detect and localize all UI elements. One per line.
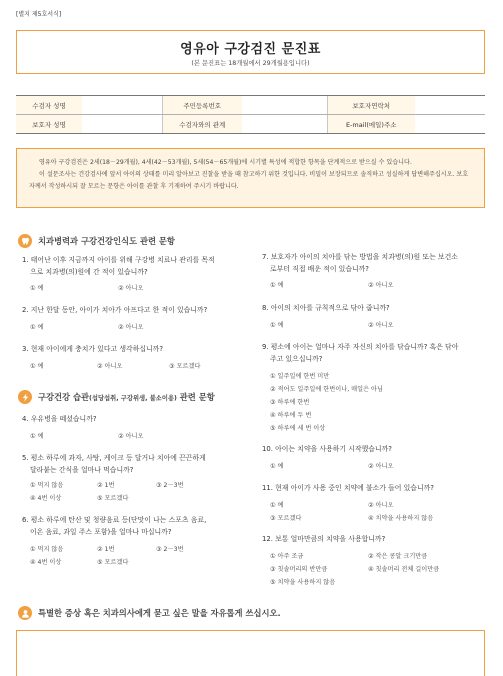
relation-field[interactable] [242, 115, 327, 134]
q4-option-2[interactable]: ② 아니오 [118, 433, 144, 440]
question-5 [22, 452, 262, 476]
question-9 [262, 341, 498, 365]
section-3-heading [18, 606, 281, 620]
section-1-heading [18, 234, 175, 248]
question-4-line-1: 4. 우유병을 떼셨습니까? [22, 415, 97, 423]
q3-option-2[interactable]: ② 아니오 [97, 363, 123, 370]
q10-option-2[interactable]: ② 아니오 [368, 463, 394, 470]
section-2-title: 구강건강 습관 [38, 392, 89, 402]
q6-option-2[interactable]: ② 1번 [97, 546, 115, 553]
q6-option-3[interactable]: ③ 2－3번 [156, 546, 184, 553]
question-3 [22, 343, 262, 355]
question-6-line-2: 이온 음료, 과일 주스 포함)을 얼마나 마십니까? [30, 528, 172, 536]
relation-label: 수검자와의 관계 [162, 115, 242, 134]
q6-option-4[interactable]: ④ 4번 이상 [30, 559, 62, 566]
q7-option-1[interactable]: ① 예 [270, 282, 284, 289]
question-1 [22, 254, 262, 278]
question-11-line-1: 11. 현재 아이가 사용 중인 치약에 불소가 들어 있습니까? [262, 484, 434, 492]
guardian-contact-label: 보호자연락처 [327, 96, 415, 115]
guardian-name-field[interactable] [82, 115, 162, 134]
q10-option-1[interactable]: ① 예 [270, 463, 284, 470]
examinee-name-label: 수검자 성명 [16, 96, 82, 115]
question-7-line-1: 7. 보호자가 아이의 치아를 닦는 방법을 치과병(의)원 또는 보건소 [262, 253, 458, 261]
guardian-name-label: 보호자 성명 [16, 115, 82, 134]
page-subtitle: (본 문진표는 18개월에서 29개월용입니다) [191, 60, 310, 67]
q8-option-2[interactable]: ② 아니오 [368, 322, 394, 329]
email-label: E-mail(메일)주소 [327, 115, 415, 134]
q1-option-1[interactable]: ① 예 [30, 285, 44, 292]
question-5-line-2: 달라붙는 간식을 얼마나 먹습니까? [30, 466, 134, 474]
section-1-title: 치과병력과 구강건강인식도 관련 문항 [38, 236, 175, 246]
question-7 [262, 251, 498, 275]
question-2 [22, 304, 262, 316]
question-12 [262, 533, 498, 545]
q8-option-1[interactable]: ① 예 [270, 322, 284, 329]
q11-option-3[interactable]: ③ 모르겠다 [270, 515, 302, 522]
q11-option-1[interactable]: ① 예 [270, 502, 284, 509]
q5-option-5[interactable]: ⑤ 모르겠다 [97, 495, 129, 502]
question-1-line-1: 1. 태어난 이후 지금까지 아이를 위해 구강병 치료나 관리를 목적 [22, 256, 215, 264]
q9-option-4[interactable]: ④ 하루에 두 번 [270, 412, 312, 419]
question-6-line-1: 6. 평소 하루에 탄산 및 청량음료 등(단맛이 나는 스포츠 음료, [22, 516, 207, 524]
question-11 [262, 482, 498, 494]
resident-no-label: 주민등록번호 [162, 96, 242, 115]
lightning-icon [18, 390, 32, 404]
question-12-line-1: 12. 보통 얼마만큼의 치약을 사용합니까? [262, 535, 386, 543]
q12-option-5[interactable]: ⑤ 치약을 사용하지 않음 [270, 579, 336, 586]
notice-paragraph-2: 이 설문조사는 건강검사에 앞서 아이의 상태를 미리 알아보고 진찰을 받을 때 참고하기 위한 것입니다. 비밀이 보장되므로 솔직하고 성실하게 답변해주십시오. 보호자께서 작성하시되 잘 모르는 문항은 아이를 관찰 후 기재하여 주시기 바랍니다. [29, 171, 469, 190]
guardian-contact-field[interactable] [415, 96, 485, 115]
section-2-heading [18, 390, 215, 404]
q11-option-4[interactable]: ④ 치약을 사용하지 않음 [368, 515, 434, 522]
q5-option-2[interactable]: ② 1번 [97, 482, 115, 489]
examinee-name-field[interactable] [82, 96, 162, 115]
q12-option-4[interactable]: ④ 칫솔머리 전체 길이만큼 [368, 566, 440, 573]
question-10 [262, 443, 498, 455]
question-1-line-2: 으로 치과병(의)원에 간 적이 있습니까? [30, 268, 148, 276]
q3-option-1[interactable]: ① 예 [30, 363, 44, 370]
q9-option-1[interactable]: ① 일주일에 한번 미만 [270, 373, 330, 380]
tooth-icon [18, 234, 32, 248]
q12-option-3[interactable]: ③ 칫솔머리의 반만큼 [270, 566, 328, 573]
question-2-line-1: 2. 지난 한달 동안, 아이가 치아가 아프다고 한 적이 있습니까? [22, 306, 208, 314]
section-2-subtitle: (섭당섭취, 구강위생, 불소이용) [88, 394, 177, 402]
form-number: [별지 제5호서식] [16, 11, 62, 18]
notice-paragraph-1: 영유아 구강검진은 2세(18－29개월), 4세(42－53개월), 5세(54－65개월)에 시기별 특성에 적합한 항목을 단계적으로 받으실 수 있습니다. [39, 159, 412, 166]
info-table [16, 95, 485, 134]
q5-option-3[interactable]: ③ 2－3번 [156, 482, 184, 489]
question-7-line-2: 로부터 직접 배운 적이 있습니까? [270, 265, 369, 273]
q11-option-2[interactable]: ② 아니오 [368, 502, 394, 509]
question-9-line-1: 9. 평소에 아이는 얼마나 자주 자신의 치아를 닦습니까? 혹은 닦아 [262, 343, 459, 351]
question-3-line-1: 3. 현재 아이에게 충치가 있다고 생각하십니까? [22, 345, 163, 353]
q2-option-2[interactable]: ② 아니오 [118, 324, 144, 331]
q1-option-2[interactable]: ② 아니오 [118, 285, 144, 292]
q5-option-4[interactable]: ④ 4번 이상 [30, 495, 62, 502]
email-field[interactable] [415, 115, 485, 134]
section-2-tail: 관련 문항 [176, 392, 215, 402]
question-5-line-1: 5. 평소 하루에 과자, 사탕, 케이크 등 달거나 치아에 끈끈하게 [22, 454, 206, 462]
q7-option-2[interactable]: ② 아니오 [368, 282, 394, 289]
question-9-line-2: 주고 있으십니까? [270, 355, 323, 363]
question-8-line-1: 8. 아이의 치아를 규칙적으로 닦아 줍니까? [262, 304, 390, 312]
q6-option-1[interactable]: ① 먹지 않음 [30, 546, 64, 553]
q9-option-2[interactable]: ② 적어도 일주일에 한번이나, 매일은 아님 [270, 386, 383, 393]
notice-box [16, 148, 485, 208]
page-title: 영유아 구강검진 문진표 [180, 42, 321, 57]
q3-option-3[interactable]: ③ 모르겠다 [169, 363, 201, 370]
q2-option-1[interactable]: ① 예 [30, 324, 44, 331]
dentist-icon [18, 606, 32, 620]
q12-option-1[interactable]: ① 아주 조금 [270, 553, 304, 560]
question-8 [262, 302, 498, 314]
free-text-area[interactable] [16, 630, 485, 676]
resident-no-field[interactable] [242, 96, 327, 115]
question-10-line-1: 10. 아이는 치약을 사용하기 시작했습니까? [262, 445, 392, 453]
q6-option-5[interactable]: ⑤ 모르겠다 [97, 559, 129, 566]
q9-option-3[interactable]: ③ 하루에 한번 [270, 399, 310, 406]
q5-option-1[interactable]: ① 먹지 않음 [30, 482, 64, 489]
title-box [16, 30, 485, 74]
q12-option-2[interactable]: ② 작은 콩알 크기만큼 [368, 553, 428, 560]
section-3-title: 특별한 증상 혹은 치과의사에게 묻고 싶은 말을 자유롭게 쓰십시오. [38, 608, 281, 618]
question-6 [22, 514, 262, 538]
question-4 [22, 413, 262, 425]
q4-option-1[interactable]: ① 예 [30, 433, 44, 440]
q9-option-5[interactable]: ⑤ 하루에 세 번 이상 [270, 425, 326, 432]
